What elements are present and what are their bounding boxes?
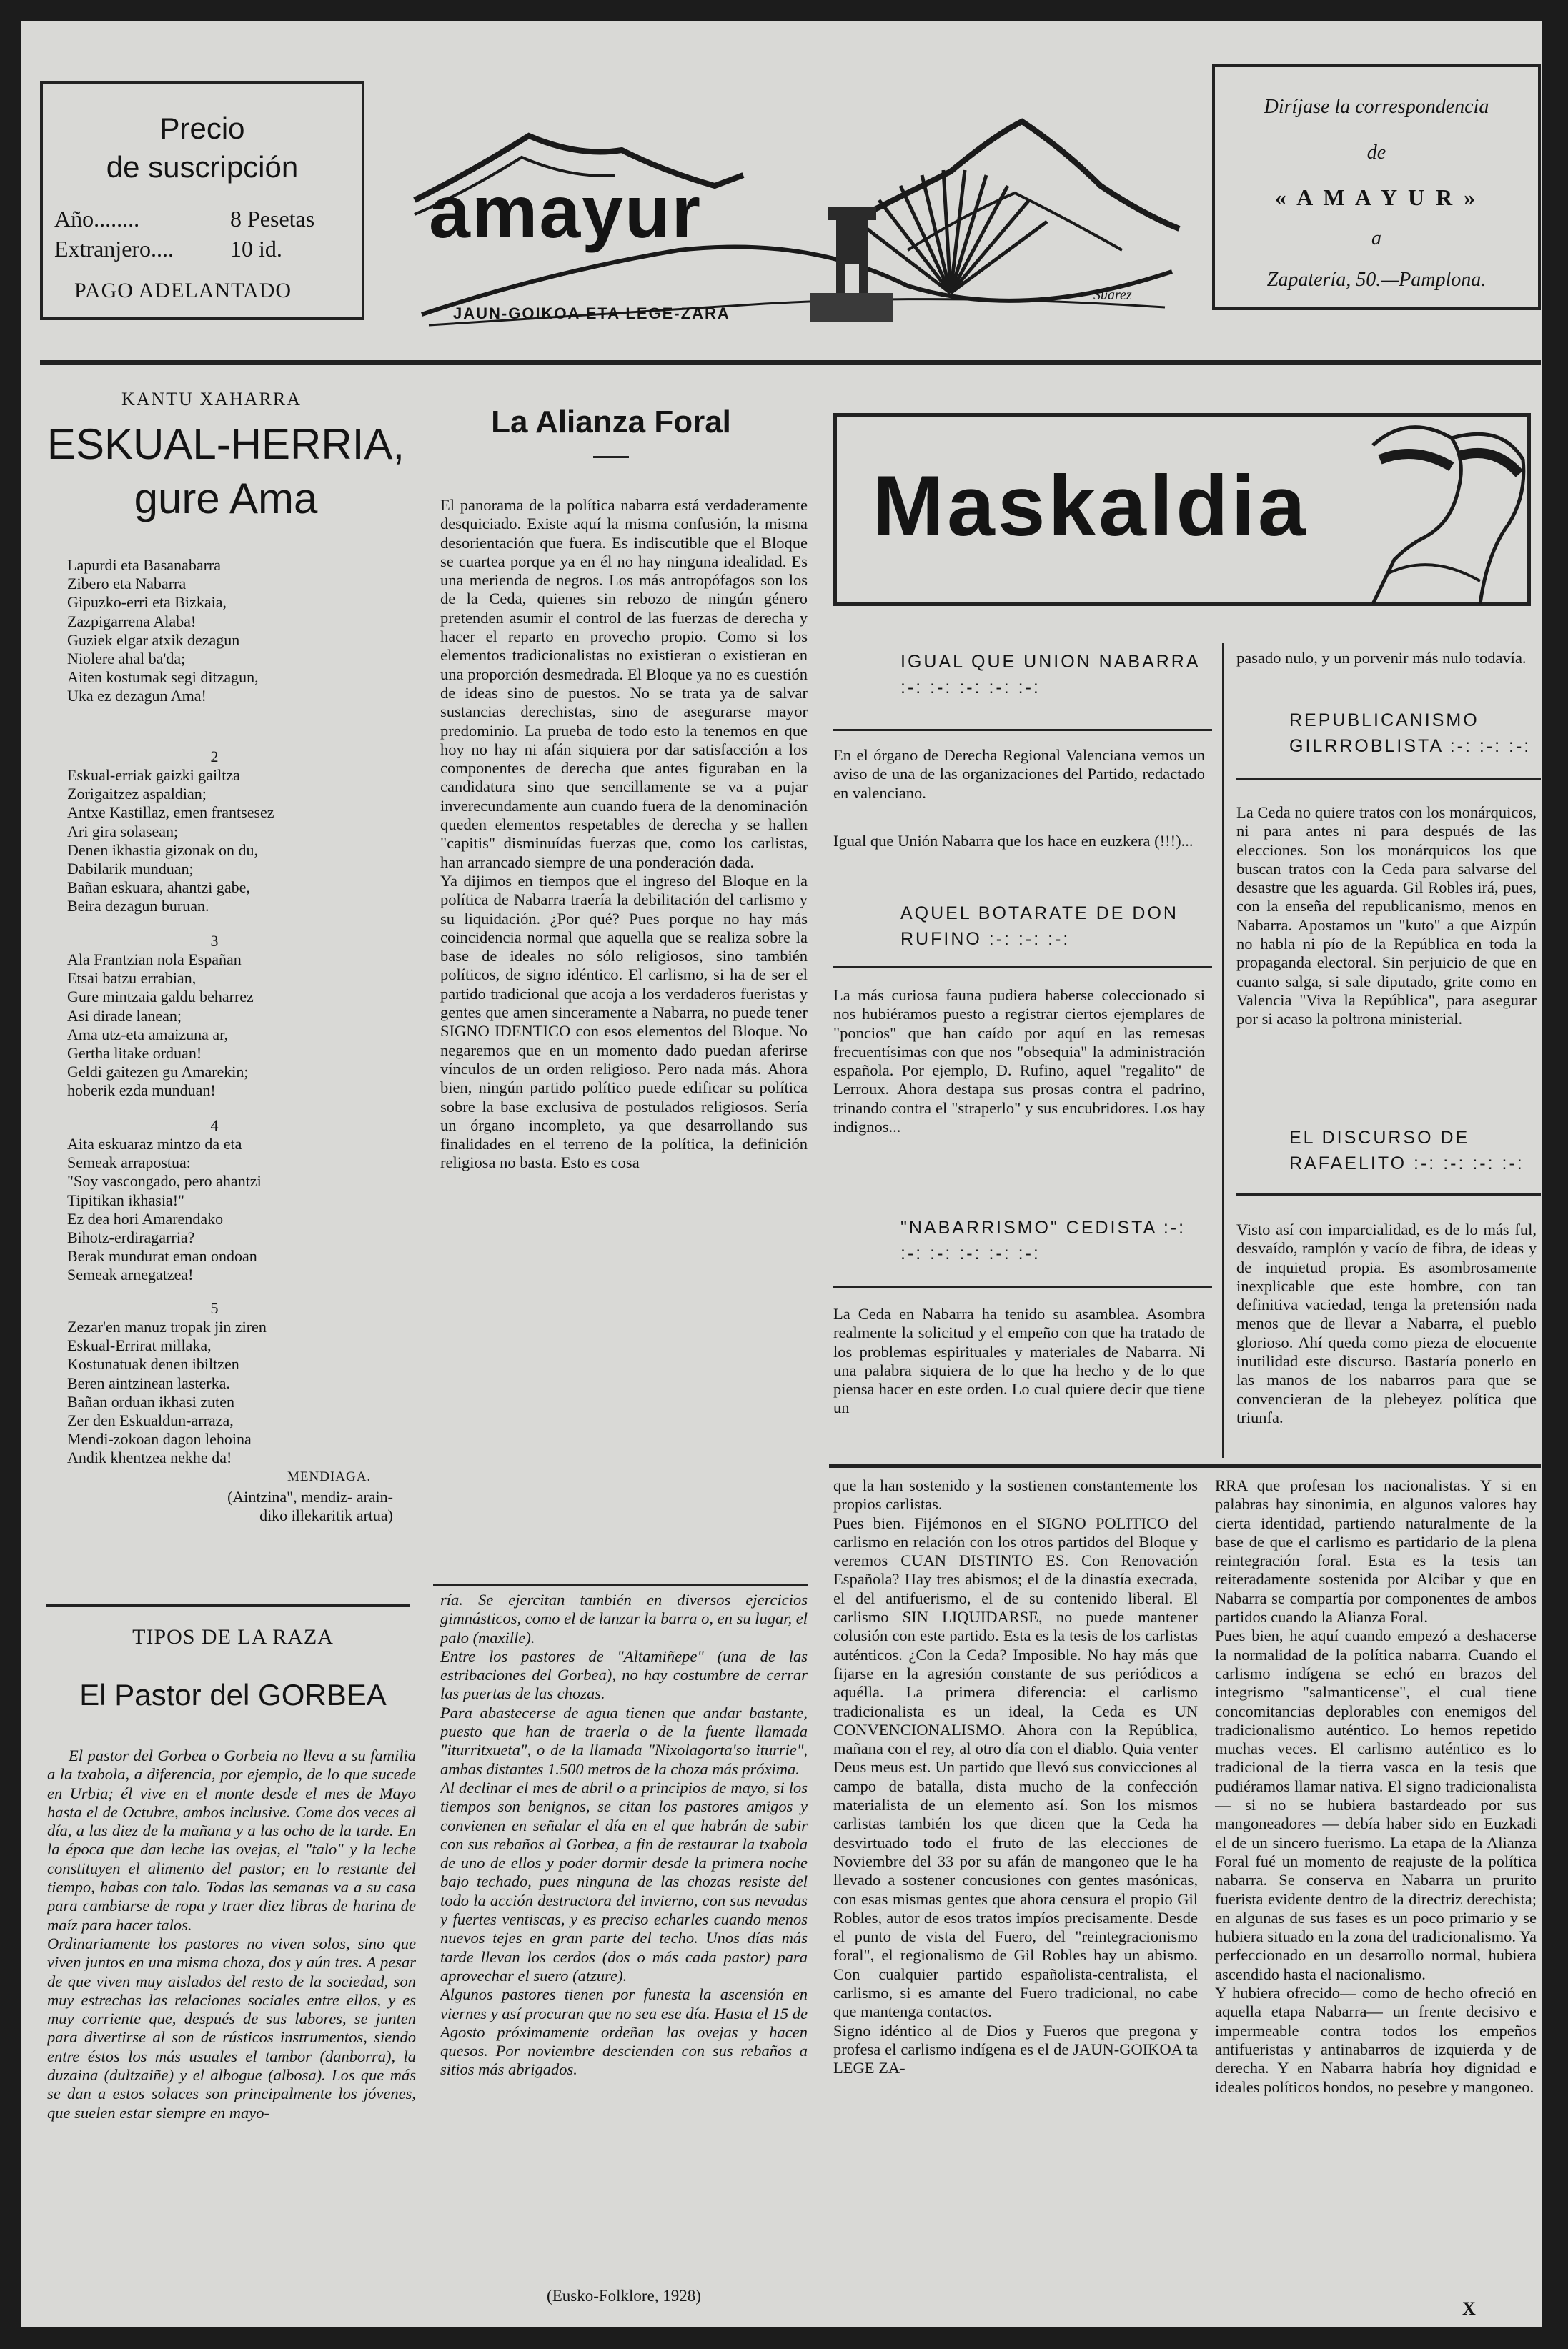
alianza-continued-col3: que la han sostenido y la sostienen constantemente los propios carlistas. Pues bien. Fijémonos en el SIGNO POLITICO del carlismo en relación con los otros partidos del Bloque y veremos CUAN DISTINTO ES. Con Renovación Española? Hay tres abismos; el de la dinastía execrada, el del antifuerismo, el de su contenido liberal. El carlismo SIN LIQUIDARSE, no puede mantener colusión con este partido. Esta es la tesis de los carlistas auténticos. ¿Con la Ceda? Imposible. No hay más que fijarse en la agresión constante de sus periódicos a aquélla. La primera diferencia: el carlismo tradicionalista es un ideal, la Ceda es UN CONVENCIONALISMO. Ahora con la República, mañana con el rey, al otro día con el diablo. Quia venter Deus meus est. Un partido que llevó sus convicciones al campo de batalla, dista mucho de la confección materialista de un elemento así. Son los mismos carlistas también los que dicen que la Ceda ha desvirtuado todo el fruto de las elecciones de Noviembre del 33 por su afán de mangoneo que le ha llevado a sostener concusiones con gentes masónicas, con esas mismas gentes que ahora censura el propio Gil Robles, autor de esos tratos impíos precisamente. Desde el punto de vista del Fuero, del "reintegracionismo foral", el regionalismo de Gil Robles hay un abismo. Con cualquier partido españolista-centralista, el carlismo, si es amante del Fuero tradicional, no cabe que mantenga contactos. Signo idéntico al de Dios y Fueros que pregona y profesa el carlismo indígena es el de JAUN-GOIKOA ta LEGE ZA-	[833, 1476, 1198, 2077]
maskaldia-title: Maskaldia	[873, 458, 1309, 554]
alianza-text: El panorama de la política nabarra está verdaderamente desquiciado. Existe aquí la misma confusión, la misma desorientación que fuera. Es indiscutible que el Bloque se cuartea porque ya en él no hay ninguna idealidad. Es una merienda de negros. Los más antropófagos son los de la Ceda, quienes sin rebozo de ningún género pretenden asumir el control de las fuerzas de derecha y hacer el reparto en provecho propio. Como si los elementos tradicionalistas no existieran o existieran en una proporción desmedrada. El Bloque ya no es cuestión de ideas sino de puestos. No se trata ya de salvar sustancias derechistas, sino de asegurarse mayor predominio. La prueba de todo esto la tenemos en que hoy no hay ni afán siquiera por dar satisfacción a los componentes de derecha que antes figuraban en la candidatura sino que sencillamente se va a pujar inverecundamente aun cuando fuera de la denominación queden elementos respetables de derecha y se hallen "capitis" disminuídas fuerzas que, como los carlistas, han arrancado siempre de una ponderación dada. Ya dijimos en tiempos que el ingreso del Bloque en la política de Nabarra traería la debilitación del carlismo y su liquidación. ¿Por qué? Pues porque no hay más coincidencia normal que aquella que se realiza sobre la base de ideales no sólo religiosos, sino también políticos, de signo idéntico. El carlismo, si ha de ser el partido tradicional que acoja a los verdaderos fueristas y gentes que amen sinceramente a Nabarra, no puede tener SIGNO IDENTICO con esos elementos del Bloque. No negaremos que en un momento dado puedan aferirse vínculos de un orden religioso. Pero nada más. Ahora bien, ningún partido político puede edificar su política sobre la base exclusiva de postulados religiosos. Sería un órgano incompleto, ya que desarrollando sus finalidades en el terreno de la política, la definición religiosa no basta. Esto es cosa	[440, 496, 808, 1172]
correspondence-line-2: de	[1366, 141, 1386, 164]
correspondence-box	[1212, 64, 1541, 310]
correspondence-line-4: a	[1371, 227, 1381, 249]
tipos-text: El pastor del Gorbea o Gorbeia no lleva a su familia a la txabola, a diferencia, por ejemplo, de lo que sucede en Urbia; él vive en el monte desde el mes de Mayo hasta el de Octubre, ambos inclusive. Come dos veces al día, a las diez de la mañana y a las ocho de la tarde. En la época que dan leche las ovejas, el "talo" y la leche constituyen el alimento del pastor; en lo restante del tiempo, habas con talo. Todas las semanas va a su casa para cambiarse de ropa y traer diez libras de harina de maíz para hacer talos. Ordinariamente los pastores no viven solos, sino que viven juntos en una misma choza, dos y aún tres. A pesar de que viven muy aislados del resto de la sociedad, son muy estrechas las relaciones sociales entre ellos, y es muy corriente que, después de sus labores, se junten para divertirse al son de rústicos instrumentos, siendo entre éstos los más usuales el tambor (danborra), la duzaina (dultzaiñe) y el albogue (albosa). Los que más se dan a estos solaces son principalmente los jóvenes, que suelen estar siempre en mayo-	[47, 1747, 416, 2122]
alianza-title-rule	[593, 456, 629, 458]
correspondence-name: « A M A Y U R »	[1274, 184, 1479, 210]
newspaper-page	[21, 21, 1542, 2327]
poem-number-4: 4	[210, 1116, 219, 1134]
price-abroad-label: Extranjero....	[54, 236, 174, 262]
poem-number-3: 3	[210, 932, 219, 950]
alianza-title: La Alianza Foral	[491, 404, 731, 439]
pastor-source: (Eusko-Folklore, 1928)	[547, 2287, 701, 2305]
payment-note: PAGO ADELANTADO	[74, 279, 292, 302]
price-abroad-value: 10 id.	[230, 236, 282, 262]
heading-nabarrismo: "NABARRISMO" CEDISTA :-: :-: :-: :-: :-: :-:	[900, 1218, 1186, 1263]
poem-source: (Aintzina", mendiz- arain- diko illekaritik artua)	[227, 1488, 393, 1524]
poem-title-line-2: gure Ama	[134, 475, 318, 522]
poem-stanza-5: Zezar'en manuz tropak jin ziren Eskual-Errirat millaka, Kostunatuak denen ibiltzen Beren aintzinean lasterka. Bañan orduan ikhasi zuten Zer den Eskualdun-arraza, Mendi-zokoan dagon lehoina Andik khentzea nekhe da!	[67, 1318, 267, 1467]
poem-stanza-1: Lapurdi eta Basanabarra Zibero eta Nabarra Gipuzko-erri eta Bizkaia, Zazpigarrena Alaba! Guziek elgar atxik dezagun Niolere ahal ba'da; Aiten kostumak segi ditzagun, Uka ez dezagun Ama!	[67, 556, 259, 705]
text-igual-1: En el órgano de Derecha Regional Valenciana vemos un aviso de una de las organizaciones del Partido, redactado en valenciano.	[833, 746, 1205, 802]
text-republicanismo: La Ceda no quiere tratos con los monárquicos, ni para antes ni para después de las elecciones. Son los monárquicos los que buscan tratos con la Ceda para salvarse del desastre que les aguarda. Gil Robles irá, pues, con la enseña del republicanismo, menos en Nabarra. Apostamos un "kuto" a que Aizpún no habla ni pío de la República en toda la propaganda electoral. Sin perjuicio de que en cuanto salga, si sale diputado, grite como en Valencia "Viva la República", para asegurar por si acaso la poltrona ministerial.	[1236, 803, 1537, 1028]
poem-number-2: 2	[210, 748, 219, 765]
text-nabarrismo: La Ceda en Nabarra ha tenido su asamblea. Asombra realmente la solicitud y el empeño con que ha tratado de los problemas espirituales y materiales de Nabarra. Ni una palabra siquiera de lo que ha hecho y de lo que piensa hacer en este orden. Lo cual quiere decir que tiene un	[833, 1305, 1205, 1417]
poem-stanza-3: Ala Frantzian nola Españan Etsai batzu errabian, Gure mintzaia galdu beharrez Asi dirade lanean; Ama utz-eta amaizuna ar, Gertha litake orduan! Geldi gaitezen gu Amarekin; hoberik ezda munduan!	[67, 950, 254, 1100]
poem-title-line-1: ESKUAL-HERRIA,	[46, 420, 405, 468]
header-rule	[40, 360, 1541, 365]
correspondence-address: Zapatería, 50.—Pamplona.	[1266, 269, 1487, 291]
maskaldia-banner	[833, 413, 1531, 606]
heading-republicanismo: REPUBLICANISMO GILRROBLISTA :-: :-: :-:	[1289, 710, 1532, 756]
price-year-label: Año........	[54, 206, 140, 232]
text-continued: pasado nulo, y un porvenir más nulo todavía.	[1236, 649, 1527, 667]
text-igual-2: Igual que Unión Nabarra que los hace en euzkera (!!!)...	[833, 832, 1194, 850]
alianza-continued-col4: RRA que profesan los nacionalistas. Y si en palabras hay sinonimia, en algunos valores hay cierta identidad, partiendo naturalmente de la base de que el carlismo es partidario de la plena reintegración foral. Esta es la tesis tan reiteradamente sostenida por Alcibar y que en Nabarra se compartía por componentes de ambos partidos cuando la Alianza Foral. Pues bien, he aquí cuando empezó a deshacerse la normalidad de la política nabarra. Cuando el carlismo indígena se echó en brazos del integrismo "salmanticense", el cual tiene concomitancias deplorables con enemigos del tradicionalismo auténtico. Lo hemos repetido muchas veces. El carlismo auténtico es lo tradicional de la tierra vasca en la tesis que pudiéramos llamar nativa. El signo tradicionalista — si no se hubiera bastardeado por sus mangoneadores — debía haber sido en Euzkadi el de un sincero fuerismo. La etapa de la Alianza Foral fué un momento de reajuste de la política nabarra. Se conserva en Nabarra un prurito fuerista evidente dentro de la directriz derechista; en algunas de sus fases es un poco primario y se hubiera situado en la zona del tradicionalismo. Ya perfeccionado en un desarrollo normal, hubiera ascendido hasta el nacionalismo. Y hubiera ofrecido— como de hecho ofreció en aquella etapa Nabarra— un frente decisivo e impermeable contra todos los empeños antifueristas y antinabarros de izquierda y de derecha. Y en Nabarra habría hoy dignidad e ideales políticos hondos, no pesebre y mangoneo.	[1215, 1476, 1537, 2096]
poem-stanza-2: Eskual-erriak gaizki gailtza Zorigaitzez aspaldian; Antxe Kastillaz, emen frantsesez Ari gira solasean; Denen ikhastia gizonak on du, Dabilarik munduan; Bañan eskuara, ahantzi gabe, Beira dezagun buruan.	[67, 766, 274, 915]
poem-number-5: 5	[210, 1299, 219, 1317]
heading-discurso: EL DISCURSO DE RAFAELITO :-: :-: :-: :-:	[1289, 1128, 1524, 1173]
masthead	[407, 107, 1186, 336]
col2-rule	[433, 1584, 808, 1586]
subscription-title-2: de suscripción	[106, 150, 299, 184]
poem-stanza-4: Aita eskuaraz mintzo da eta Semeak arrapostua: "Soy vascongado, pero ahantzi Tipitikan ikhasia!" Ez dea hori Amarendako Bihotz-erdiragarria? Berak mundurat eman ondoan Semeak arnegatzea!	[67, 1135, 262, 1284]
poem-author: MENDIAGA.	[287, 1469, 372, 1484]
masthead-title: amayur	[429, 171, 702, 254]
discurso-rule	[1236, 1193, 1541, 1196]
republicanismo-rule	[1236, 778, 1541, 780]
col1-rule	[46, 1604, 410, 1607]
heading-aquel: AQUEL BOTARATE DE DON RUFINO :-: :-: :-:	[900, 903, 1179, 949]
subscription-title-1: Precio	[159, 111, 245, 145]
masthead-signature: Suarez	[1093, 287, 1132, 303]
tipos-title: El Pastor del GORBEA	[79, 1678, 387, 1712]
maskaldia-bottom-rule	[829, 1464, 1541, 1468]
aquel-rule	[833, 966, 1212, 968]
heading-igual: IGUAL QUE UNION NABARRA :-: :-: :-: :-: :-:	[900, 652, 1200, 697]
poem-kicker: KANTU XAHARRA	[121, 389, 302, 409]
pastor-continued-text: ría. Se ejercitan también en diversos ejercicios gimnásticos, como el de lanzar la barra o, en su lugar, el palo (maxille). Entre los pastores de "Altamiñepe" (una de las estribaciones del Gorbea), no hay costumbre de cerrar las puertas de las chozas. Para abastecerse de agua tienen que andar bastante, puesto que han de traerla o de la fuente llamada "iturritxueta", o de la llamada "Nixolagorta'so iturrie", ambas distantes 1.500 metros de la choza más próxima. Al declinar el mes de abril o a principios de mayo, si los tiempos son benignos, se citan los pastores amigos y convienen en señalar el día en el que habrán de subir con sus rebaños al Gorbea, a fin de restaurar la txabola de uno de ellos y poder dormir desde la primera noche bajo techado, pues ninguna de las chozas resiste del todo la acción destructora del invierno, con sus nevadas y fuertes ventiscas, y es preciso echarles cuando menos nuevos tejes en gran parte del techo. Unos días más tarde llevan los cerdos (dos o más cada pastor) para aprovechar el suero (atzure). Algunos pastores tienen por funesta la ascensión en viernes y así procuran que no sea ese día. Hasta el 15 de Agosto próximamente ordeñan las ovejas y hacen quesos. Por noviembre descienden con sus rebaños a sitios más abrigados.	[440, 1591, 808, 2079]
price-year-value: 8 Pesetas	[230, 206, 315, 232]
end-mark: X	[1462, 2298, 1476, 2319]
maskaldia-column-divider	[1222, 643, 1224, 1458]
masthead-subtitle: JAUN-GOIKOA ETA LEGE-ZARA	[453, 304, 730, 322]
tipos-kicker: TIPOS DE LA RAZA	[132, 1625, 334, 1649]
text-discurso: Visto así con imparcialidad, es de lo más ful, desvaído, ramplón y vacío de fibra, de ideas y de inquietud propia. Es asombrosamente inexplicable que este hombre, con tan definitiva vaciedad, tenga la pretensión nada menos que de llevar a Nabarra, el pueblo glorioso. Ahí queda como pieza de elocuente inutilidad este discurso. Bastaría ponerlo en las manos de los nabarros para que se convencieran de la plebeyez política que triunfa.	[1236, 1221, 1537, 1426]
subscription-box	[40, 81, 364, 320]
correspondence-line-1: Diríjase la correspondencia	[1264, 96, 1489, 118]
igual-rule	[833, 729, 1212, 731]
text-aquel: La más curiosa fauna pudiera haberse coleccionado si nos hubiéramos puesto a registrar ciertos ejemplares de "poncios" que han caído por aquí en las remesas frecuentísimas con que nos "obsequia" la administración española. Por ejemplo, D. Rufino, aquel "regalito" de Lerroux. Ahora destapa sus prosas contra el padrino, trinando contra el "straperlo" y sus encubridores. Los hay indignos...	[833, 986, 1205, 1136]
women-illustration-icon	[1344, 417, 1530, 604]
nabarrismo-rule	[833, 1286, 1212, 1288]
